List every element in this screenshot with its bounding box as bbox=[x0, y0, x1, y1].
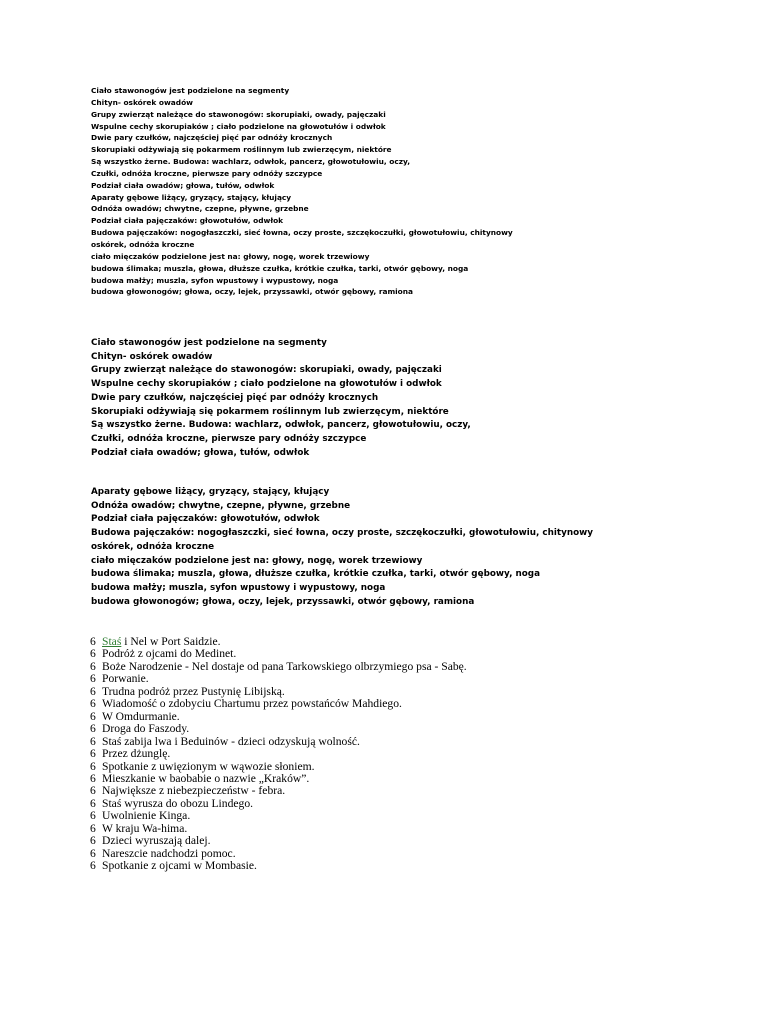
text-line: Chityn- oskórek owadów bbox=[91, 97, 193, 107]
text-line: ciało mięczaków podzielone jest na: głowy, nogę, worek trzewiowy bbox=[91, 251, 370, 261]
bullet-marker: 6 bbox=[90, 672, 96, 686]
list-item-text: Mieszkanie w baobabie o nazwie „Kraków”. bbox=[102, 771, 310, 785]
list-item-text: W Omdurmanie. bbox=[102, 709, 180, 723]
list-item-text: Wiadomość o zdobyciu Chartumu przez powstańców Mahdiego. bbox=[102, 697, 402, 711]
bullet-marker: 6 bbox=[90, 722, 96, 736]
list-item bbox=[90, 661, 530, 673]
bullet-marker: 6 bbox=[90, 684, 96, 698]
text-line: ciało mięczaków podzielone jest na: głowy, nogę, worek trzewiowy bbox=[91, 555, 423, 566]
text-line: Wspulne cechy skorupiaków ; ciało podzielone na głowotułów i odwłok bbox=[91, 121, 386, 131]
stas-link[interactable]: Staś bbox=[102, 635, 122, 648]
text-line: Podział ciała owadów; głowa, tułów, odwłok bbox=[91, 180, 275, 190]
list-item-text: Trudna podróż przez Pustynię Libijską. bbox=[102, 684, 285, 698]
text-line: Aparaty gębowe liżący, gryzący, stający, kłujący bbox=[91, 192, 292, 202]
text-line: Czułki, odnóża kroczne, pierwsze pary odnóży szczypce bbox=[91, 433, 367, 444]
bullet-marker: 6 bbox=[90, 747, 96, 761]
bullet-marker: 6 bbox=[90, 659, 96, 673]
list-item-text: W kraju Wa-hima. bbox=[102, 821, 188, 835]
text-line: budowa małży; muszla, syfon wpustowy i wypustowy, noga bbox=[91, 275, 339, 285]
text-line: budowa ślimaka; muszla, głowa, dłuższe czułka, krótkie czułka, tarki, otwór gębowy, noga bbox=[91, 263, 469, 273]
notes-block-insects-molluscs bbox=[91, 486, 593, 609]
bullet-marker: 6 bbox=[90, 846, 96, 860]
text-line: Czułki, odnóża kroczne, pierwsze pary odnóży szczypce bbox=[91, 168, 323, 178]
bullet-marker: 6 bbox=[90, 709, 96, 723]
bullet-marker: 6 bbox=[90, 821, 96, 835]
list-item-text: Podróż z ojcami do Medinet. bbox=[102, 647, 237, 661]
text-line: Są wszystko żerne. Budowa: wachlarz, odwłok, pancerz, głowotułowiu, oczy, bbox=[91, 157, 411, 167]
text-line: Odnóża owadów; chwytne, czepne, pływne, grzebne bbox=[91, 204, 309, 214]
list-item-text: Dzieci wyruszają dalej. bbox=[102, 834, 211, 848]
bullet-marker: 6 bbox=[90, 784, 96, 798]
bullet-marker: 6 bbox=[90, 635, 96, 648]
text-line: Dwie pary czułków, najczęściej pięć par odnóży krocznych bbox=[91, 392, 379, 403]
list-item-text: Przez dżunglę. bbox=[102, 747, 171, 761]
text-line: Skorupiaki odżywiają się pokarmem roślinnym lub zwierzęcym, niektóre bbox=[91, 145, 392, 155]
text-line: budowa głowonogów; głowa, oczy, lejek, przyssawki, otwór gębowy, ramiona bbox=[91, 287, 414, 297]
list-item-text: Boże Narodzenie - Nel dostaje od pana Tarkowskiego olbrzymiego psa - Sabę. bbox=[102, 659, 467, 673]
text-line: Dwie pary czułków, najczęściej pięć par odnóży krocznych bbox=[91, 133, 333, 143]
text-line: Grupy zwierząt należące do stawonogów: skorupiaki, owady, pajęczaki bbox=[91, 109, 386, 119]
bullet-marker: 6 bbox=[90, 859, 96, 873]
list-item-text: Uwolnienie Kinga. bbox=[102, 809, 191, 823]
text-line: Wspulne cechy skorupiaków ; ciało podzielone na głowotułów i odwłok bbox=[91, 379, 442, 390]
list-item bbox=[90, 860, 530, 872]
text-line: budowa ślimaka; muszla, głowa, dłuższe czułka, krótkie czułka, tarki, otwór gębowy, noga bbox=[91, 569, 541, 580]
text-line: Skorupiaki odżywiają się pokarmem roślinnym lub zwierzęcym, niektóre bbox=[91, 406, 449, 417]
text-line: Chityn- oskórek owadów bbox=[91, 351, 213, 362]
story-outline-list bbox=[90, 636, 530, 873]
bullet-marker: 6 bbox=[90, 771, 96, 785]
text-line: Budowa pajęczaków: nogogłaszczki, sieć łowna, oczy proste, szczękoczułki, głowotułowiu, chitynowy bbox=[91, 228, 513, 238]
text-line: budowa głowonogów; głowa, oczy, lejek, przyssawki, otwór gębowy, ramiona bbox=[91, 596, 475, 607]
bullet-marker: 6 bbox=[90, 834, 96, 848]
text-line: Ciało stawonogów jest podzielone na segmenty bbox=[91, 86, 290, 95]
list-item-text: Spotkanie z uwięzionym w wąwozie słoniem. bbox=[102, 759, 315, 773]
text-line: Podział ciała pajęczaków: głowotułów, odwłok bbox=[91, 216, 284, 226]
text-line: Budowa pajęczaków: nogogłaszczki, sieć łowna, oczy proste, szczękoczułki, głowotułowiu, chitynowy bbox=[91, 528, 593, 539]
bullet-marker: 6 bbox=[90, 809, 96, 823]
text-line: Są wszystko żerne. Budowa: wachlarz, odwłok, pancerz, głowotułowiu, oczy, bbox=[91, 420, 471, 431]
list-item-text: Droga do Faszody. bbox=[102, 722, 190, 736]
list-item-text: Staś zabija lwa i Beduinów - dzieci odzyskują wolność. bbox=[102, 734, 360, 748]
bullet-marker: 6 bbox=[90, 647, 96, 661]
bullet-marker: 6 bbox=[90, 759, 96, 773]
text-line: oskórek, odnóża kroczne bbox=[91, 541, 215, 552]
text-line: Ciało stawonogów jest podzielone na segmenty bbox=[91, 338, 327, 348]
text-line: Podział ciała pajęczaków: głowotułów, odwłok bbox=[91, 514, 320, 525]
list-item-text: Największe z niebezpieczeństw - febra. bbox=[102, 784, 286, 798]
text-line: Odnóża owadów; chwytne, czepne, pływne, grzebne bbox=[91, 500, 351, 511]
list-item-text: Spotkanie z ojcami w Mombasie. bbox=[102, 859, 257, 873]
text-line: oskórek, odnóża kroczne bbox=[91, 239, 195, 249]
notes-block-small bbox=[91, 85, 511, 298]
notes-block-arthropods bbox=[91, 337, 561, 460]
list-item-text: i Nel w Port Saidzie. bbox=[121, 635, 221, 648]
text-line: Grupy zwierząt należące do stawonogów: skorupiaki, owady, pajęczaki bbox=[91, 365, 442, 376]
text-line: Podział ciała owadów; głowa, tułów, odwłok bbox=[91, 447, 310, 458]
text-line: budowa małży; muszla, syfon wpustowy i wypustowy, noga bbox=[91, 582, 386, 593]
list-item-text: Porwanie. bbox=[102, 672, 149, 686]
bullet-marker: 6 bbox=[90, 734, 96, 748]
bullet-marker: 6 bbox=[90, 697, 96, 711]
list-item-text: Nareszcie nadchodzi pomoc. bbox=[102, 846, 236, 860]
list-item-text: Staś wyrusza do obozu Lindego. bbox=[102, 796, 254, 810]
bullet-marker: 6 bbox=[90, 796, 96, 810]
text-line: Aparaty gębowe liżący, gryzący, stający, kłujący bbox=[91, 487, 330, 497]
